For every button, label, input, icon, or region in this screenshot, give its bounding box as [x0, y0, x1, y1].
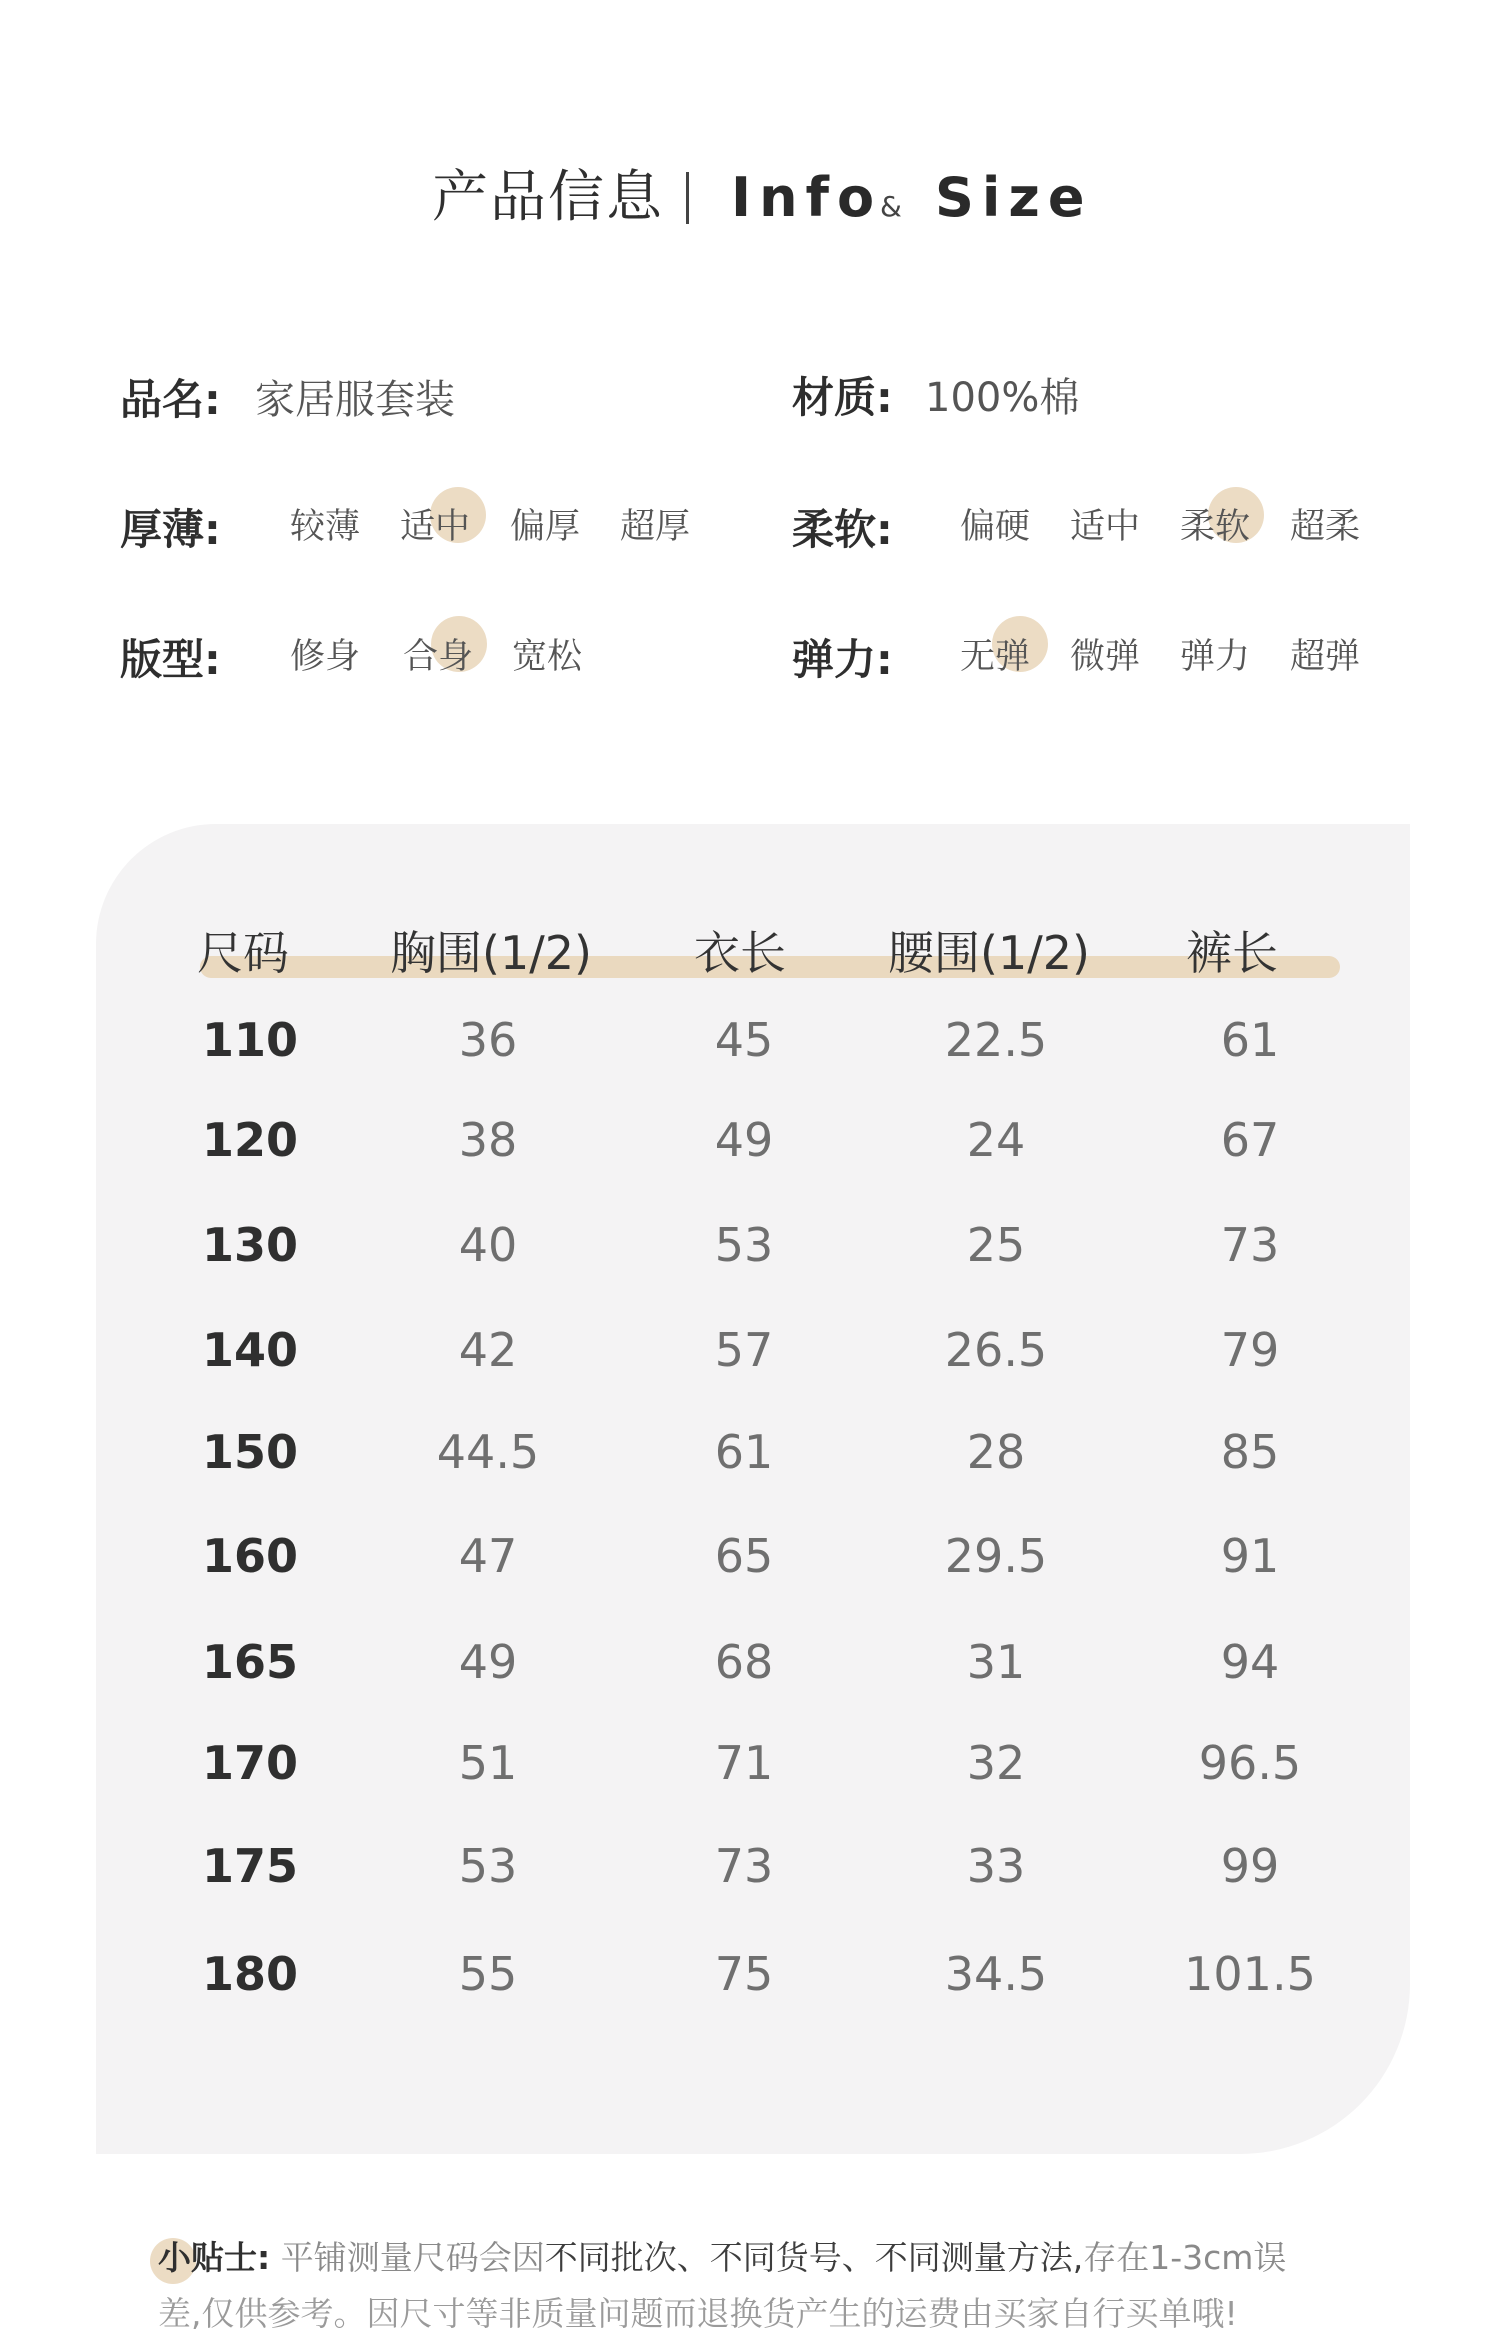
table-cell: 99: [1220, 1839, 1280, 1893]
thickness-option: 较薄: [290, 507, 361, 547]
table-cell: 73: [1220, 1218, 1280, 1272]
thickness-option: 偏厚: [510, 507, 581, 547]
tip-line-2: 差,仅供参考。因尺寸等非质量问题而退换货产生的运费由买家自行买单哦!: [158, 2294, 1238, 2333]
tip-text-c: 存在1-3cm误: [1083, 2238, 1287, 2277]
softness-option: 适中: [1070, 507, 1141, 547]
table-cell: 85: [1220, 1425, 1280, 1479]
tip-text-b: 不同批次、不同货号、不同测量方法,: [544, 2238, 1084, 2277]
table-cell-size: 180: [202, 1947, 299, 2001]
table-cell: 28: [966, 1425, 1026, 1479]
table-cell: 73: [714, 1839, 774, 1893]
table-cell: 47: [458, 1529, 518, 1583]
table-cell: 53: [714, 1218, 774, 1272]
softness-label: 柔软:: [792, 505, 893, 554]
fit-option: 合身: [403, 637, 474, 677]
table-cell-size: 165: [202, 1635, 299, 1689]
table-cell: 45: [714, 1013, 774, 1067]
table-cell: 57: [714, 1323, 774, 1377]
softness-option: 偏硬: [960, 507, 1031, 547]
table-header-waist: 腰围(1/2): [888, 926, 1090, 980]
thickness-option: 适中: [400, 507, 471, 547]
table-cell-size: 170: [202, 1736, 299, 1790]
name-value: 家居服套装: [255, 377, 455, 423]
table-cell-size: 140: [202, 1323, 299, 1377]
title-divider: [686, 172, 689, 224]
table-cell: 22.5: [944, 1013, 1048, 1067]
thickness-label: 厚薄:: [120, 505, 221, 554]
table-cell: 51: [458, 1736, 518, 1790]
elasticity-option: 弹力: [1180, 637, 1251, 677]
table-cell: 67: [1220, 1113, 1280, 1167]
table-header-pants-length: 裤长: [1186, 926, 1278, 980]
elasticity-label: 弹力:: [792, 635, 893, 684]
table-header-size: 尺码: [197, 926, 289, 980]
table-cell: 32: [966, 1736, 1026, 1790]
elasticity-option: 无弹: [960, 637, 1031, 677]
table-cell: 75: [714, 1947, 774, 2001]
table-cell: 71: [714, 1736, 774, 1790]
table-cell: 96.5: [1198, 1736, 1302, 1790]
table-cell: 68: [714, 1635, 774, 1689]
table-cell: 40: [458, 1218, 518, 1272]
title-ampersand: &: [880, 190, 902, 223]
material-label: 材质:: [792, 373, 893, 422]
table-cell: 61: [1220, 1013, 1280, 1067]
table-cell: 101.5: [1184, 1947, 1316, 2001]
title-english-size: Size: [935, 166, 1093, 229]
table-cell: 33: [966, 1839, 1026, 1893]
material-value: 100%棉: [925, 375, 1080, 421]
table-cell: 55: [458, 1947, 518, 2001]
name-label: 品名:: [120, 375, 221, 424]
tip-text-a: 平铺测量尺码会因: [280, 2238, 545, 2277]
table-cell: 36: [458, 1013, 518, 1067]
table-cell: 94: [1220, 1635, 1280, 1689]
table-cell-size: 150: [202, 1425, 299, 1479]
table-cell: 79: [1220, 1323, 1280, 1377]
table-cell-size: 160: [202, 1529, 299, 1583]
table-cell: 44.5: [436, 1425, 540, 1479]
tip-line-1: [158, 2235, 1398, 2281]
table-cell: 24: [966, 1113, 1026, 1167]
table-cell-size: 175: [202, 1839, 299, 1893]
thickness-option: 超厚: [620, 507, 691, 547]
fit-option: 宽松: [512, 637, 583, 677]
table-cell: 26.5: [944, 1323, 1048, 1377]
table-cell: 29.5: [944, 1529, 1048, 1583]
title-chinese: 产品信息: [432, 165, 664, 230]
title-english-info: Info: [731, 166, 883, 229]
page-title: [0, 158, 1500, 238]
table-cell: 42: [458, 1323, 518, 1377]
table-cell: 53: [458, 1839, 518, 1893]
table-cell: 49: [458, 1635, 518, 1689]
softness-option: 柔软: [1180, 507, 1251, 547]
table-cell-size: 120: [202, 1113, 299, 1167]
fit-option: 修身: [290, 637, 361, 677]
table-cell: 31: [966, 1635, 1026, 1689]
table-cell: 38: [458, 1113, 518, 1167]
tip-label: 小贴士:: [158, 2238, 271, 2277]
softness-option: 超柔: [1290, 507, 1361, 547]
table-cell: 91: [1220, 1529, 1280, 1583]
table-cell: 65: [714, 1529, 774, 1583]
table-cell: 49: [714, 1113, 774, 1167]
elasticity-option: 微弹: [1070, 637, 1141, 677]
table-cell: 61: [714, 1425, 774, 1479]
fit-label: 版型:: [120, 635, 221, 684]
table-header-chest: 胸围(1/2): [390, 926, 592, 980]
table-header-top-length: 衣长: [694, 926, 786, 980]
table-cell: 34.5: [944, 1947, 1048, 2001]
table-cell: 25: [966, 1218, 1026, 1272]
table-cell-size: 130: [202, 1218, 299, 1272]
table-cell-size: 110: [202, 1013, 299, 1067]
elasticity-option: 超弹: [1290, 637, 1361, 677]
